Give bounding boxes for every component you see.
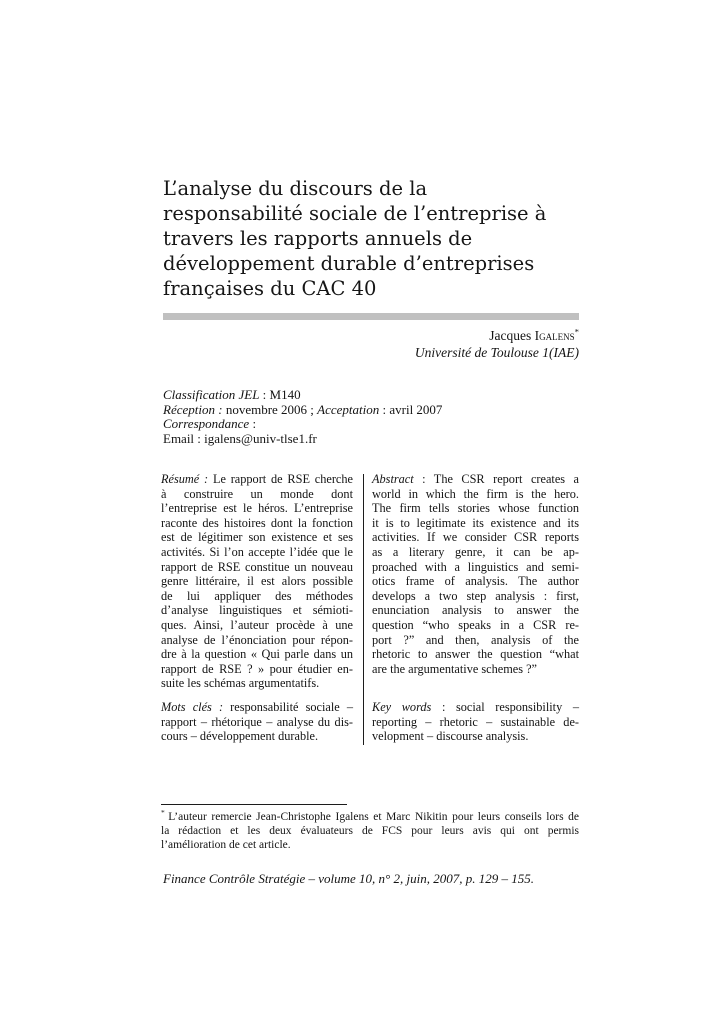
text-line: suite les schémas argumentatifs. — [161, 676, 320, 691]
keywords-english — [372, 700, 579, 744]
text-line: est de légitimer son existence et ses — [161, 530, 353, 545]
text-line: reporting – rhetoric – sustainable de- — [372, 714, 579, 729]
text-line: develops a two step analysis : first, — [372, 588, 579, 603]
text-line: françaises du CAC 40 — [163, 277, 377, 300]
footnote-text — [161, 810, 579, 852]
text-line: Key words : social responsibility – — [372, 700, 579, 714]
text-line: d’analyse linguistiques et sémioti- — [161, 603, 353, 618]
text-line: dre à la question « Qui parle dans un — [161, 647, 353, 662]
text-line: Abstract : The CSR report creates a — [372, 472, 579, 486]
text-line: Réception : novembre 2006 ; Acceptation : avril 2007 — [163, 401, 443, 417]
text-line: Résumé : Le rapport de RSE cherche — [161, 472, 353, 486]
column-divider — [363, 474, 364, 745]
text-line: velopment – discourse analysis. — [372, 729, 529, 744]
author-affiliation: Université de Toulouse 1(IAE) — [414, 345, 579, 360]
text-line: à construire un monde dont — [161, 486, 353, 501]
text-line: L’analyse du discours de la — [163, 177, 428, 200]
text-line: Mots clés : responsabilité sociale – — [161, 700, 353, 714]
text-line: développement durable d’entreprises — [163, 252, 535, 275]
text-line: activities. If we consider CSR reports — [372, 530, 579, 545]
text-line: * L’auteur remercie Jean-Christophe Igalens et Marc Nikitin pour leurs conseils lors de — [161, 808, 579, 823]
text-line: Jacques Igalens* — [489, 326, 579, 343]
text-line: port ?” and then, analysis of the — [372, 632, 579, 647]
journal-reference: Finance Contrôle Stratégie – volume 10, n° 2, juin, 2007, p. 129 – 155. — [163, 871, 534, 886]
text-line: it is to legitimate its existence and its — [372, 515, 579, 530]
text-line: la rédaction et les deux évaluateurs de FCS pour leurs avis qui ont permis — [161, 825, 579, 837]
text-line: proached with a linguistics and semi- — [372, 559, 579, 574]
text-line: world in which the firm is the hero. — [372, 486, 579, 501]
text-line: question “who speaks in a CSR re- — [372, 617, 579, 632]
text-line: Correspondance : — [163, 416, 257, 432]
text-line: l’amélioration de cet article. — [161, 839, 291, 851]
keywords-french — [161, 700, 353, 744]
text-line: de lui appliquer des méthodes — [161, 588, 353, 603]
text-line: Email : igalens@univ-tlse1.fr — [163, 430, 317, 446]
text-line: enunciation analysis to answer the — [372, 603, 579, 618]
text-line: rapport de RSE constitue un nouveau — [161, 559, 353, 574]
text-line: l’entreprise est le héros. L’entreprise — [161, 501, 353, 516]
text-line: travers les rapports annuels de — [163, 227, 473, 250]
text-line: genre littéraire, il est alors possible — [161, 574, 353, 589]
article-meta — [163, 388, 581, 446]
footnote-rule — [161, 804, 347, 805]
text-line: rhetoric to answer the question “what — [372, 647, 579, 662]
text-line: activités. Si l’on accepte l’idée que le — [161, 544, 353, 559]
text-line: as a literary genre, it can be ap- — [372, 544, 579, 559]
text-line: analyse de l’énonciation pour répon- — [161, 632, 353, 647]
text-line: responsabilité sociale de l’entreprise à — [163, 202, 547, 225]
abstract-paragraph — [372, 472, 579, 676]
text-line: otics frame of analysis. The author — [372, 574, 579, 589]
article-title — [163, 176, 598, 301]
text-line: ques. Ainsi, l’auteur procède à une — [161, 617, 353, 632]
byline — [163, 327, 579, 361]
text-line: Classification JEL : M140 — [163, 387, 301, 402]
text-line: rapport de RSE ? » pour étudier en- — [161, 661, 353, 676]
text-line: raconte des histoires dont la fonction — [161, 515, 353, 530]
text-line: rapport – rhétorique – analyse du dis- — [161, 714, 353, 729]
resume-paragraph — [161, 472, 353, 691]
title-accent-bar — [163, 313, 579, 320]
author-name — [163, 327, 579, 344]
text-line: The firm tells stories whose function — [372, 501, 579, 516]
text-line: are the argumentative schemes ?” — [372, 661, 538, 676]
text-line: cours – développement durable. — [161, 729, 319, 744]
